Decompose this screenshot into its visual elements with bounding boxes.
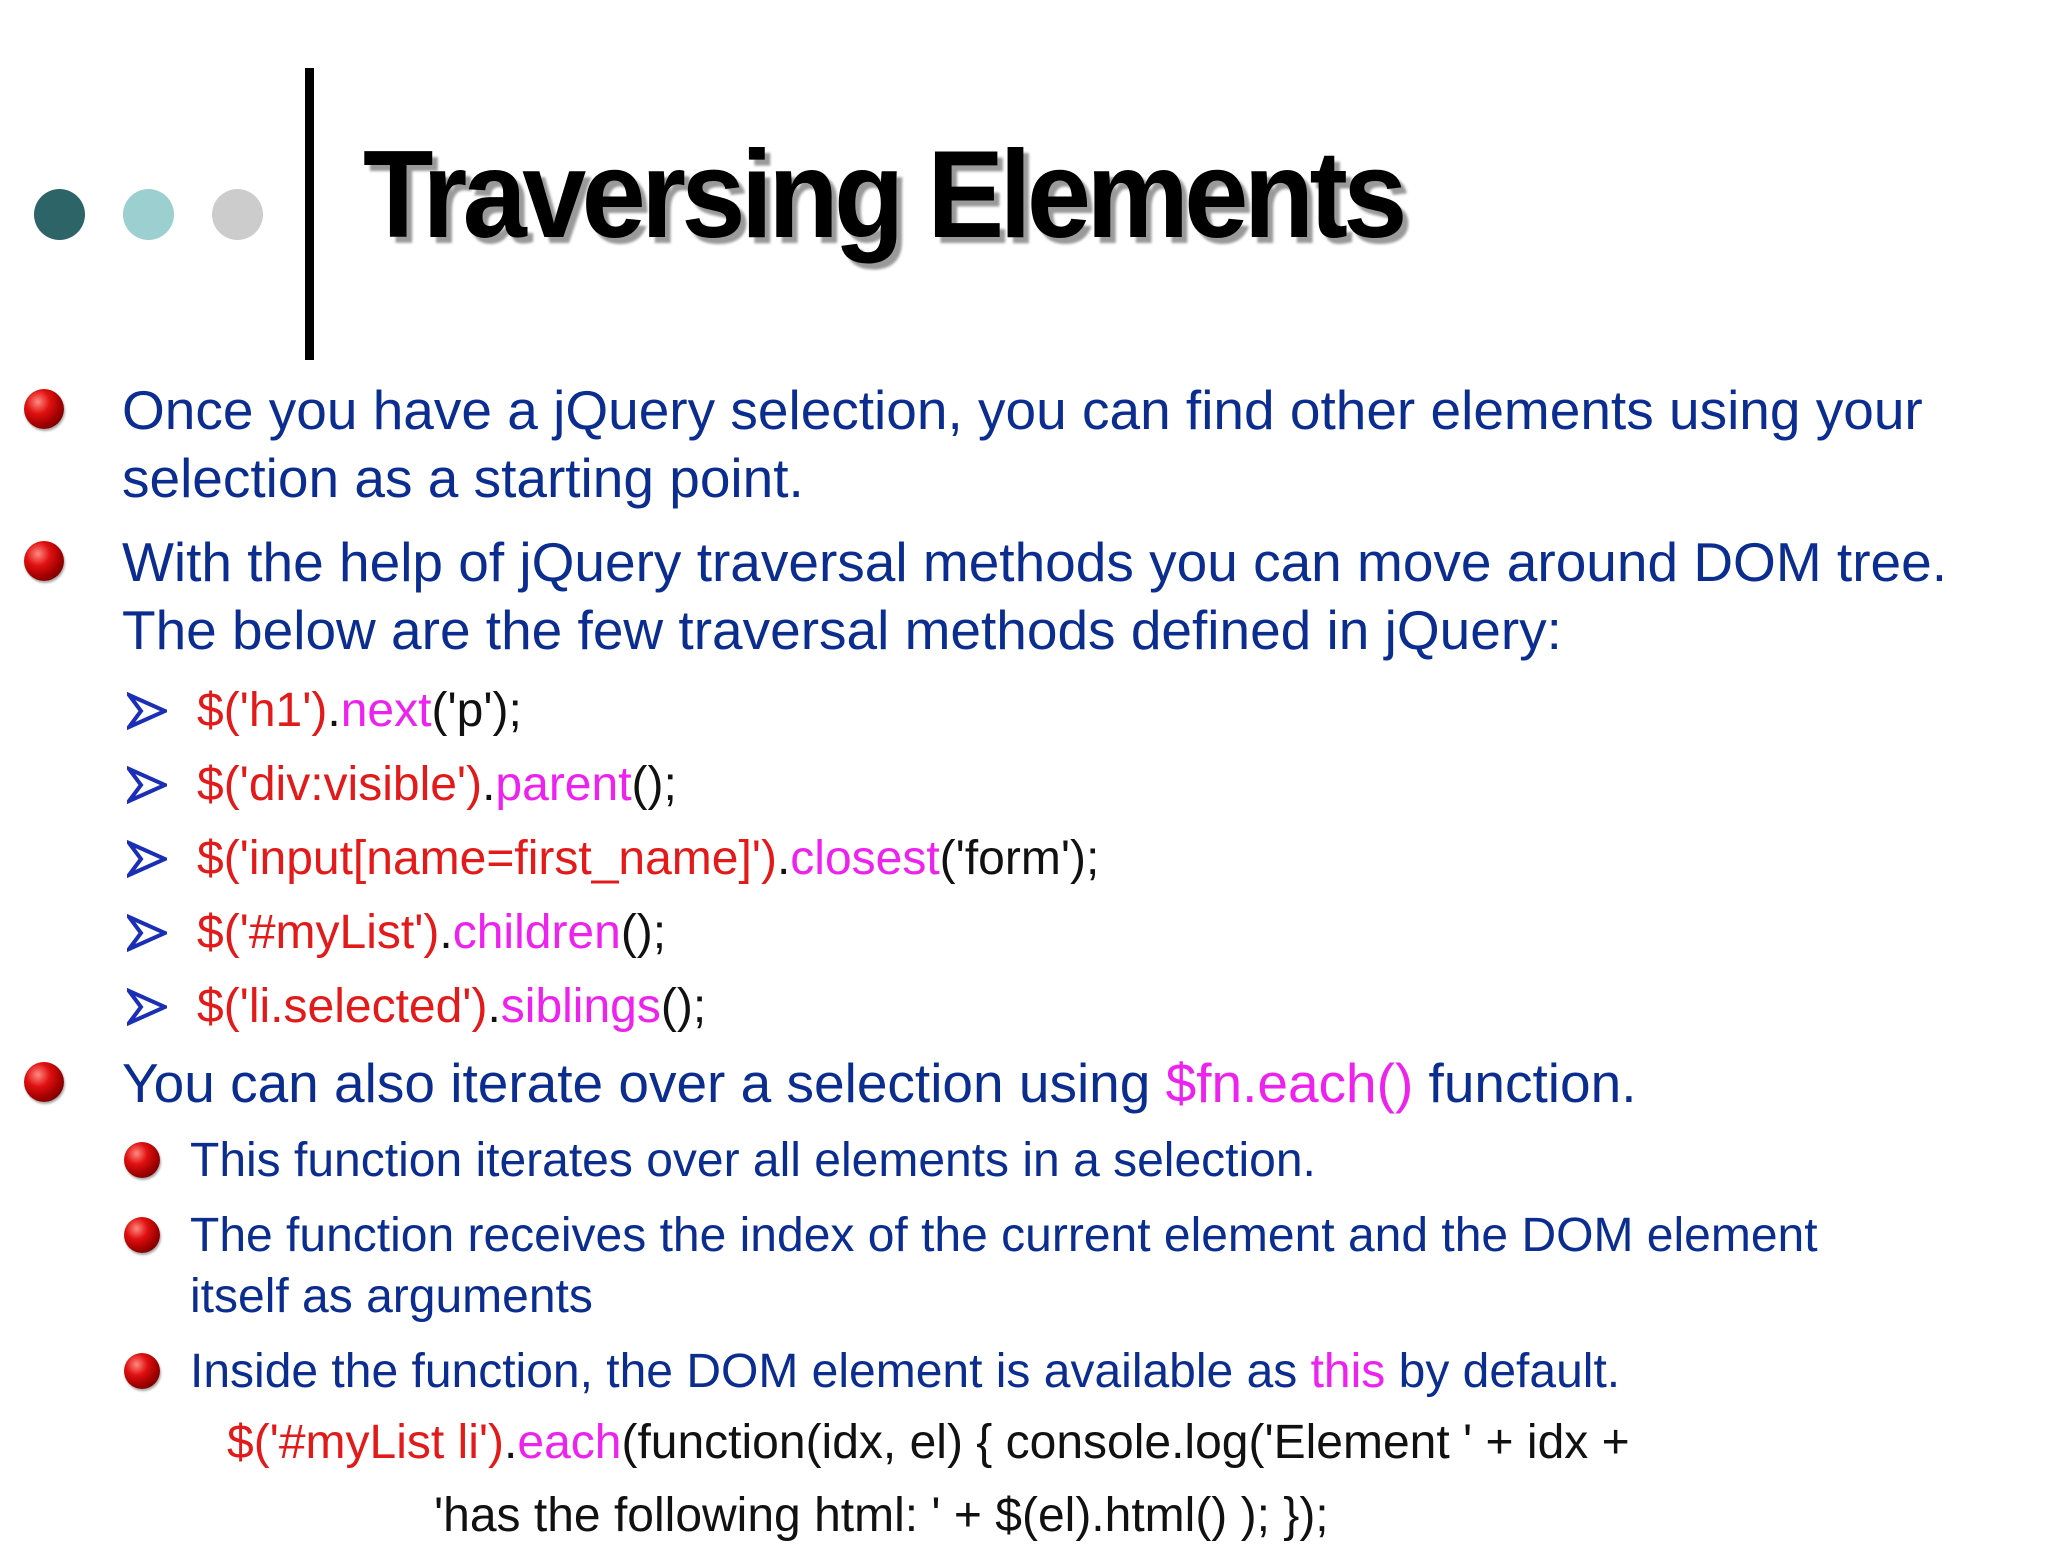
sub-bullet-3-text <box>190 1341 1620 1402</box>
code-example-5 <box>127 974 706 1040</box>
sub-bullet-2-text <box>190 1205 1818 1327</box>
sub-bullet-2-line-2: itself as arguments <box>190 1270 593 1323</box>
code-selector: $('input[name=first_name]') <box>197 832 777 885</box>
header-dot-light <box>123 189 174 240</box>
bullet-3-highlight: $fn.each() <box>1165 1052 1414 1114</box>
each-method: each <box>517 1416 622 1469</box>
header-dot-gray <box>212 189 263 240</box>
bullet-1-text <box>122 376 1923 512</box>
code-method: closest <box>790 832 940 885</box>
bullet-2-text <box>122 528 1947 664</box>
code-args: (); <box>631 758 677 811</box>
bullet-3 <box>24 1049 1636 1117</box>
arrow-bullet-icon <box>127 913 167 953</box>
code-selector: $('h1') <box>197 684 328 737</box>
bullet-icon <box>24 541 64 581</box>
bullet-2-line-2: The below are the few traversal methods defined in jQuery: <box>122 599 1562 661</box>
code-dot: . <box>482 758 496 811</box>
sub-bullet-3-before: Inside the function, the DOM element is available as <box>190 1345 1311 1398</box>
each-example-line-2: 'has the following html: ' + $(el).html() ); }); <box>434 1489 1329 1542</box>
bullet-1-line-2: selection as a starting point. <box>122 447 804 509</box>
sub-bullet-icon <box>124 1142 160 1178</box>
arrow-bullet-icon <box>127 987 167 1027</box>
sub-bullet-3-highlight: this <box>1310 1345 1386 1398</box>
code-method: siblings <box>500 980 661 1033</box>
bullet-icon <box>24 389 64 429</box>
slide-title: Traversing Elements <box>363 126 1403 264</box>
sub-bullet-icon <box>124 1217 160 1253</box>
each-example-line-1 <box>227 1412 1630 1474</box>
code-dot: . <box>327 684 341 737</box>
sub-bullet-icon <box>124 1353 160 1389</box>
each-dot: . <box>504 1416 518 1469</box>
arrow-bullet-icon <box>127 691 167 731</box>
arrow-bullet-icon <box>127 839 167 879</box>
sub-bullet-1 <box>124 1130 1316 1191</box>
code-method: children <box>452 906 621 959</box>
bullet-1-line-1: Once you have a jQuery selection, you can find other elements using your <box>122 379 1923 441</box>
code-args: ('p'); <box>431 684 522 737</box>
header-dot-dark <box>34 189 85 240</box>
sub-bullet-2 <box>124 1205 1818 1327</box>
bullet-3-text <box>122 1049 1636 1117</box>
sub-bullet-3-after: by default. <box>1385 1345 1621 1398</box>
bullet-1 <box>24 376 1923 512</box>
code-selector: $('li.selected') <box>197 980 488 1033</box>
bullet-3-before: You can also iterate over a selection using <box>122 1052 1166 1114</box>
sub-bullet-2-line-1: The function receives the index of the current element and the DOM element <box>190 1209 1818 1262</box>
code-example-1 <box>127 678 522 744</box>
code-args: (); <box>660 980 707 1033</box>
code-example-4 <box>127 900 666 966</box>
bullet-icon <box>24 1062 64 1102</box>
code-method: next <box>340 684 432 737</box>
sub-bullet-1-text: This function iterates over all elements in a selection. <box>190 1134 1316 1187</box>
each-rest: (function(idx, el) { console.log('Element ' + idx + <box>621 1416 1630 1469</box>
code-args: ('form'); <box>939 832 1100 885</box>
each-selector: $('#myList li') <box>227 1416 505 1469</box>
code-selector: $('div:visible') <box>197 758 483 811</box>
code-selector: $('#myList') <box>197 906 440 959</box>
header-divider <box>305 68 314 360</box>
bullet-2 <box>24 528 1947 664</box>
bullet-3-after: function. <box>1413 1052 1637 1114</box>
code-dot: . <box>776 832 791 885</box>
code-example-2 <box>127 752 677 818</box>
header-dots <box>34 189 263 240</box>
bullet-2-line-1: With the help of jQuery traversal methods you can move around DOM tree. <box>122 531 1947 593</box>
code-example-3 <box>127 826 1099 892</box>
code-method: parent <box>495 758 632 811</box>
arrow-bullet-icon <box>127 765 167 805</box>
code-dot: . <box>487 980 501 1033</box>
code-dot: . <box>439 906 453 959</box>
code-args: (); <box>620 906 667 959</box>
sub-bullet-3 <box>124 1341 1620 1402</box>
